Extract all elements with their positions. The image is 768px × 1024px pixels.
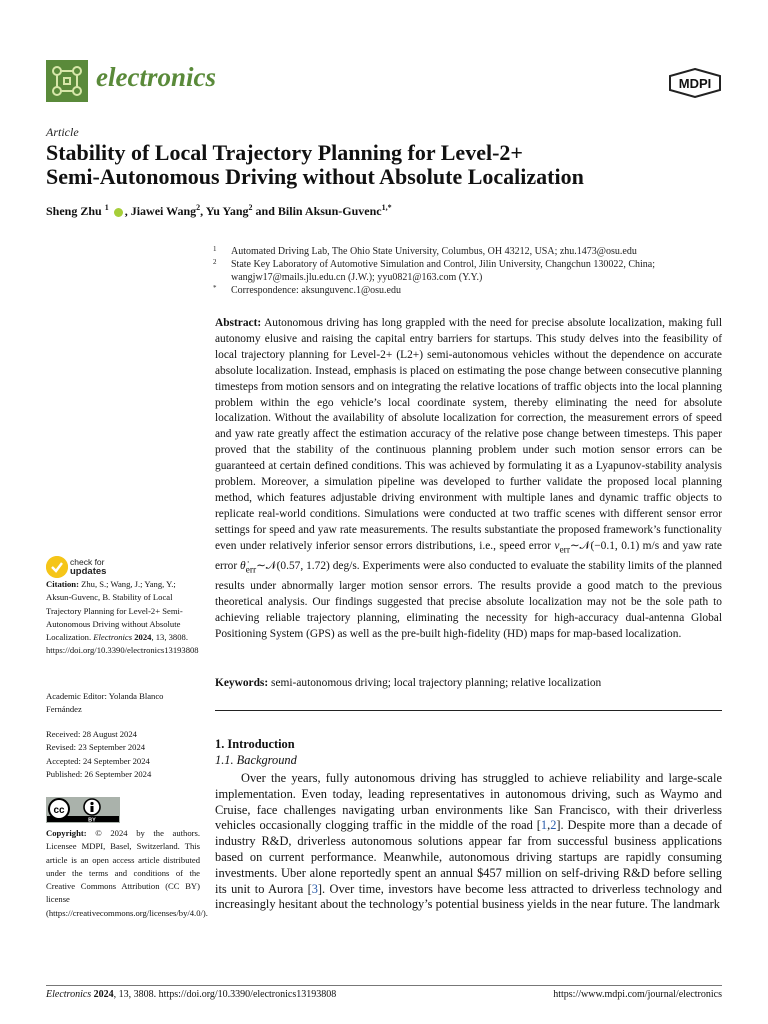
cc-license-badge[interactable]	[46, 797, 120, 823]
author-name[interactable]: Sheng Zhu	[46, 204, 102, 218]
journal-name: electronics	[96, 62, 216, 92]
dates-block	[46, 728, 200, 781]
footer-citation	[46, 989, 336, 1000]
title-line-2: Semi-Autonomous Driving without Absolute Localization	[46, 164, 584, 189]
circuit-icon	[46, 60, 88, 102]
affiliation-item	[213, 258, 733, 284]
intro-text-3: ]. Over time, investors have become less attracted to driverless technology and increasingly hesitant about the technology’s potential business yields in the near future. The landmark	[215, 881, 722, 912]
editor-name: Yolanda Blanco Fernández	[46, 691, 164, 715]
citation-link[interactable]: 1	[540, 818, 548, 833]
citation-separator: ,	[547, 818, 551, 833]
orcid-icon[interactable]	[114, 208, 123, 217]
mdpi-logo-icon	[668, 68, 722, 98]
footer-journal-url[interactable]: https://www.mdpi.com/journal/electronics	[553, 989, 722, 1000]
date-published: Published: 26 September 2024	[46, 768, 152, 779]
keywords-label: Keywords:	[215, 677, 269, 689]
author-separator: ,	[200, 204, 206, 218]
speed-error-symbol: v	[554, 539, 560, 552]
footer-divider	[46, 985, 722, 986]
check-for-updates-label[interactable]	[70, 557, 106, 577]
affiliation-text: State Key Laboratory of Automotive Simulation and Control, Jilin University, Changchun 130022, China; wangjw17@mails.jlu.edu.cn (J.W.); yyu0821@163.com (Y.Y.)	[231, 259, 656, 283]
date-received: Received: 28 August 2024	[46, 729, 137, 739]
speed-error-subscript: err	[559, 544, 570, 555]
affiliation-item	[213, 245, 733, 258]
footer-journal: Electronics	[46, 989, 92, 1000]
citation-link[interactable]: 3	[311, 881, 318, 896]
cc-by-icon	[46, 797, 120, 823]
author-affil-mark: 2	[196, 203, 201, 212]
yaw-error-symbol: θ̇	[240, 559, 246, 572]
citation-rest: , 13, 3808. https://doi.org/10.3390/electronics13193808	[46, 632, 199, 656]
subsection-title: 1.1. Background	[215, 753, 297, 767]
abstract-label: Abstract:	[215, 317, 262, 329]
intro-paragraph	[215, 771, 722, 913]
affiliation-item	[213, 284, 733, 297]
abstract-text-1: Autonomous driving has long grappled with the need for precise absolute localization, making full autonomy elusive and raising the capital entry barriers for startups. This study delves into the feasibility of local trajectory planning for Level-2+ (L2+) semi-autonomous vehicles without the dependence on accurate absolute localization. Instead, emphasis is placed on estimating the pose change between consecutive planning timesteps from motion sensors and on integrating the relative locations of traffic objects into the local planning problem within the ego vehicle’s local coordinate system, thereby eliminating the need for absolute localization. Without the availability of absolute localization for correction, the measurement errors of speed and yaw rate greatly affect the estimation accuracy of the relative pose change between timesteps. This paper proved that the stability of the continuous planning problem under such motion sensor errors can be guaranteed at certain defined conditions. This was achieved by formulating it as a Lyapunov-stability analysis problem. Moreover, a simulation pipeline was developed to further validate the proposed local planning method, which features adjustable driving environment with multiple lanes and dynamic traffic objects to replicate real-world conditions. Simulations were conducted at two traffic scenes with different sensor error settings for speed and yaw rate measurements. The results substantiate the proposed framework’s functionality even under relatively inferior sensor errors distributions, i.e., speed error	[215, 317, 722, 552]
affiliations	[213, 245, 733, 297]
divider	[215, 710, 722, 711]
abstract-text-2: . Experiments were also conducted to evaluate the stability limits of the planned results under abnormally larger motion sensor errors. The results provide a good match to the previous theoretical analysis. Our findings suggested that precise absolute localization may not be the sole path to achieving reliable trajectory planning, eliminating the necessity for high-accuracy dual-antenna Global Positioning System (GPS) as well as the pre-built high-fidelity (HD) maps for map-based localization.	[215, 559, 723, 640]
copyright-block	[46, 827, 208, 920]
check-for-updates-icon[interactable]	[46, 556, 68, 578]
author-affil-mark: 2	[248, 203, 253, 212]
abstract-text-mid: and yaw rate error	[215, 539, 722, 572]
author-affil-mark: 1	[104, 203, 109, 212]
speed-error-distribution: ∼𝒩(−0.1, 0.1) m/s	[570, 539, 660, 552]
footer-doi[interactable]: , 13, 3808. https://doi.org/10.3390/electronics13193808	[113, 989, 337, 1000]
citation-label: Citation:	[46, 579, 79, 589]
date-revised: Revised: 23 September 2024	[46, 742, 146, 753]
publisher-logo	[668, 68, 722, 98]
article-type: Article	[46, 125, 79, 139]
author-separator: ,	[124, 204, 131, 218]
author-name[interactable]: Yu Yang	[205, 204, 249, 218]
editor-label: Academic Editor:	[46, 691, 107, 701]
author-list	[46, 203, 392, 219]
author-name[interactable]: Jiawei Wang	[130, 204, 197, 218]
abstract	[215, 316, 722, 643]
keywords-text: semi-autonomous driving; local trajectory planning; relative localization	[271, 677, 602, 689]
affiliation-text: Automated Driving Lab, The Ohio State University, Columbus, OH 43212, USA; zhu.1473@osu.edu	[231, 246, 637, 257]
cc-badge-text: BY	[88, 817, 96, 823]
citation-link[interactable]: 2	[550, 818, 557, 833]
author-name[interactable]: Bilin Aksun-Guvenc	[277, 204, 382, 218]
copyright-label: Copyright:	[46, 828, 87, 838]
author-separator: and	[252, 204, 278, 218]
citation-block	[46, 578, 200, 658]
intro-text-2: ]. Despite more than a decade of industry R&D, driverless autonomous solutions appear far from successful business applications based on current performance. Meanwhile, autonomous driving startups are rapidly consuming investments. Uber alone reportedly spent an annual $457 million on self-driving R&D before selling its unit to Aurora [	[215, 818, 722, 896]
affiliation-mark: *	[213, 284, 217, 292]
section-title: 1. Introduction	[215, 737, 295, 751]
author-affil-mark: 1,*	[381, 203, 392, 212]
yaw-error-subscript: err	[245, 565, 257, 576]
check-updates-line2: updates	[70, 566, 107, 577]
affiliation-mark: 1	[213, 245, 217, 253]
citation-text: Zhu, S.; Wang, J.; Yang, Y.; Aksun-Guvenc, B. Stability of Local Trajectory Planning for Level-2+ Semi-Autonomous Driving without Absolute Localization.	[46, 579, 183, 643]
publisher-name: MDPI	[678, 76, 712, 91]
title-line-1: Stability of Local Trajectory Planning for Level-2+	[46, 140, 523, 165]
intro-text-1: Over the years, fully autonomous driving has struggled to achieve reliability and large-scale implementation. Even today, leading representatives in autonomous driving, such as Waymo and Cruise, face challenges navigating urban environments like San Francisco, with their driverless vehicles occasionally clogging traffic in the middle of the road [	[215, 771, 722, 833]
svg-text:cc: cc	[53, 805, 65, 816]
article-title	[46, 141, 726, 189]
citation-year: 2024	[134, 632, 152, 643]
keywords	[215, 677, 722, 689]
affiliation-text: Correspondence: aksunguvenc.1@osu.edu	[231, 285, 401, 296]
copyright-text: © 2024 by the authors. Licensee MDPI, Basel, Switzerland. This article is an open access article distributed under the terms and conditions of the Creative Commons Attribution (CC BY) license (https://creativecommons.org/licenses/by/4.0/).	[46, 828, 208, 918]
academic-editor	[46, 690, 200, 717]
checkmark-icon	[46, 556, 68, 578]
yaw-error-distribution: ∼𝒩(0.57, 1.72) deg/s	[256, 559, 357, 572]
citation-journal: Electronics	[93, 632, 133, 643]
affiliation-mark: 2	[213, 258, 217, 266]
journal-logo-icon	[46, 60, 88, 102]
check-updates-line1: check for	[70, 557, 105, 567]
footer-year: 2024	[93, 989, 114, 1000]
date-accepted: Accepted: 24 September 2024	[46, 755, 150, 766]
